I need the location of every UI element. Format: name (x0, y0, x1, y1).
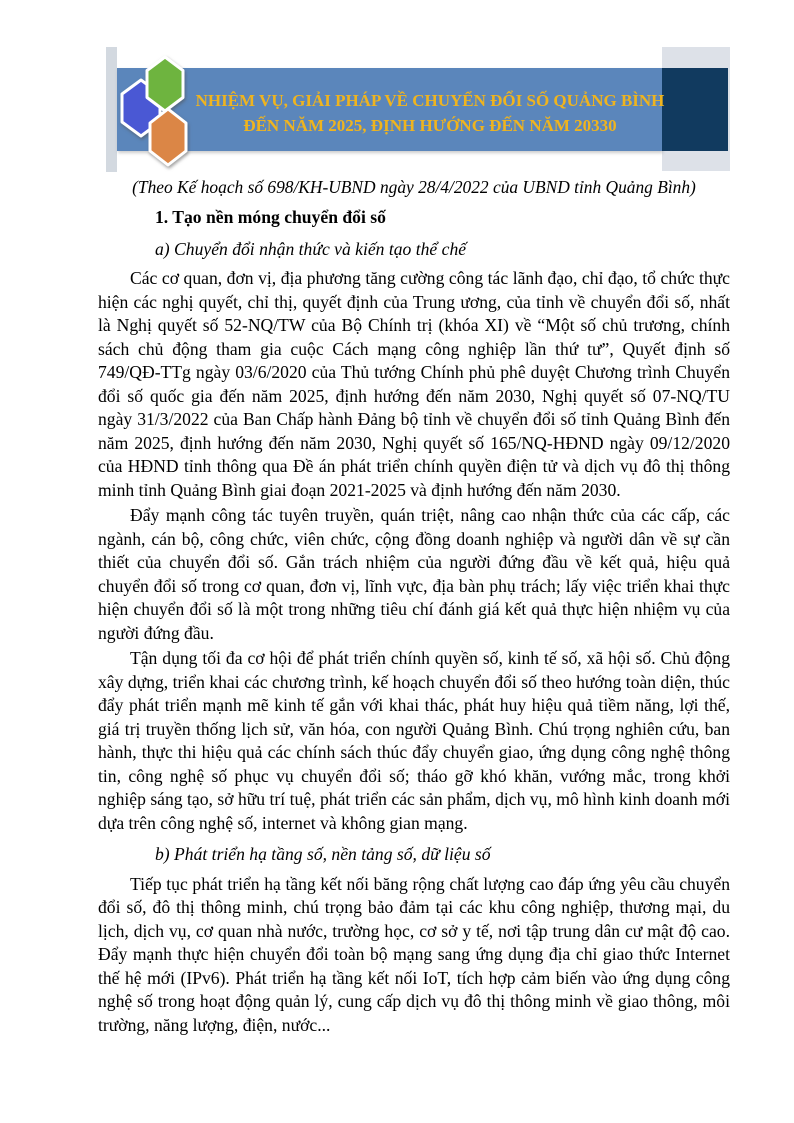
section-1-heading: 1. Tạo nền móng chuyển đổi số (155, 207, 386, 227)
paragraph: Tận dụng tối đa cơ hội để phát triển chính quyền số, kinh tế số, xã hội số. Chủ động xây dựng, triển khai các chương trình, kế hoạch chuyển đổi số theo hướng toàn diện, thúc đẩy phát triển mạnh mẽ kinh tế gắn với khai thác, phát huy hiệu quả tiềm năng, lợi thế, giá trị truyền thống lịch sử, văn hóa, con người Quảng Bình. Chú trọng nghiên cứu, ban hành, thực thi hiệu quả các chính sách thúc đẩy chuyển giao, ứng dụng công nghệ thông tin, công nghệ số phục vụ chuyển đổi số; tháo gỡ khó khăn, vướng mắc, trong khởi nghiệp sáng tạo, sở hữu trí tuệ, phát triển các sản phẩm, dịch vụ, mô hình kinh doanh mới dựa trên công nghệ số, internet và không gian mạng. (98, 648, 730, 833)
banner (0, 0, 794, 172)
source-note: (Theo Kế hoạch số 698/KH-UBND ngày 28/4/2022 của UBND tỉnh Quảng Bình) (132, 177, 696, 197)
banner-title-line1: NHIỆM VỤ, GIẢI PHÁP VỀ CHUYỂN ĐỔI SỐ QUẢNG BÌNH (195, 91, 665, 110)
paragraph: Tiếp tục phát triển hạ tầng kết nối băng rộng chất lượng cao đáp ứng yêu cầu chuyển đổi số, đô thị thông minh, chú trọng bảo đảm tại các khu công nghiệp, thương mại, du lịch, dịch vụ, cơ quan nhà nước, trường học, cơ sở y tế, nơi tập trung dân cư mật độ cao. Đẩy mạnh thực hiện chuyển đổi toàn bộ mạng sang ứng dụng địa chỉ giao thức Internet thế hệ mới (IPv6). Phát triển hạ tầng kết nối IoT, tích hợp cảm biến vào ứng dụng công nghệ số trong hoạt động quản lý, cung cấp dịch vụ đô thị thông minh về giao thông, môi trường, năng lượng, điện, nước... (98, 873, 730, 1035)
paragraph: Đẩy mạnh công tác tuyên truyền, quán triệt, nâng cao nhận thức của các cấp, các ngành, cán bộ, công chức, viên chức, cộng đồng doanh nghiệp và người dân về sự cần thiết của chuyển đổi số. Gắn trách nhiệm của người đứng đầu về kết quả, hiệu quả chuyển đổi số trong cơ quan, đơn vị, lĩnh vực, địa bàn phụ trách; lấy việc triển khai thực hiện chuyển đổi số là một trong những tiêu chí đánh giá kết quả thực hiện nhiệm vụ của người đứng đầu. (98, 505, 730, 643)
subsection-b-heading: b) Phát triển hạ tầng số, nền tảng số, dữ liệu số (155, 844, 491, 864)
subsection-a-heading: a) Chuyển đổi nhận thức và kiến tạo thể chế (155, 238, 467, 259)
document-body (98, 172, 730, 1037)
banner-title-line2: ĐẾN NĂM 2025, ĐỊNH HƯỚNG ĐẾN NĂM 20330 (243, 116, 617, 135)
paragraph: Các cơ quan, đơn vị, địa phương tăng cường công tác lãnh đạo, chỉ đạo, tổ chức thực hiện các nghị quyết, chỉ thị, quyết định của Trung ương, của tỉnh về chuyển đổi số, nhất là Nghị quyết số 52-NQ/TW của Bộ Chính trị (khóa XI) về “Một số chủ trương, chính sách chủ động tham gia cuộc Cách mạng công nghiệp lần thứ tư”, Quyết định số 749/QĐ-TTg ngày 03/6/2020 của Thủ tướng Chính phủ phê duyệt Chương trình Chuyển đổi số quốc gia đến năm 2025, định hướng đến năm 2030, Nghị quyết số 07-NQ/TU ngày 31/3/2022 của Ban Chấp hành Đảng bộ tỉnh về chuyển đổi số tỉnh Quảng Bình đến năm 2025, định hướng đến năm 2030, Nghị quyết số 165/NQ-HĐND ngày 09/12/2020 của HĐND tỉnh thông qua Đề án phát triển chính quyền điện tử và dịch vụ đô thị thông minh tỉnh Quảng Bình giai đoạn 2021-2025 và định hướng đến năm 2030. (98, 268, 730, 500)
banner-title (130, 88, 730, 138)
